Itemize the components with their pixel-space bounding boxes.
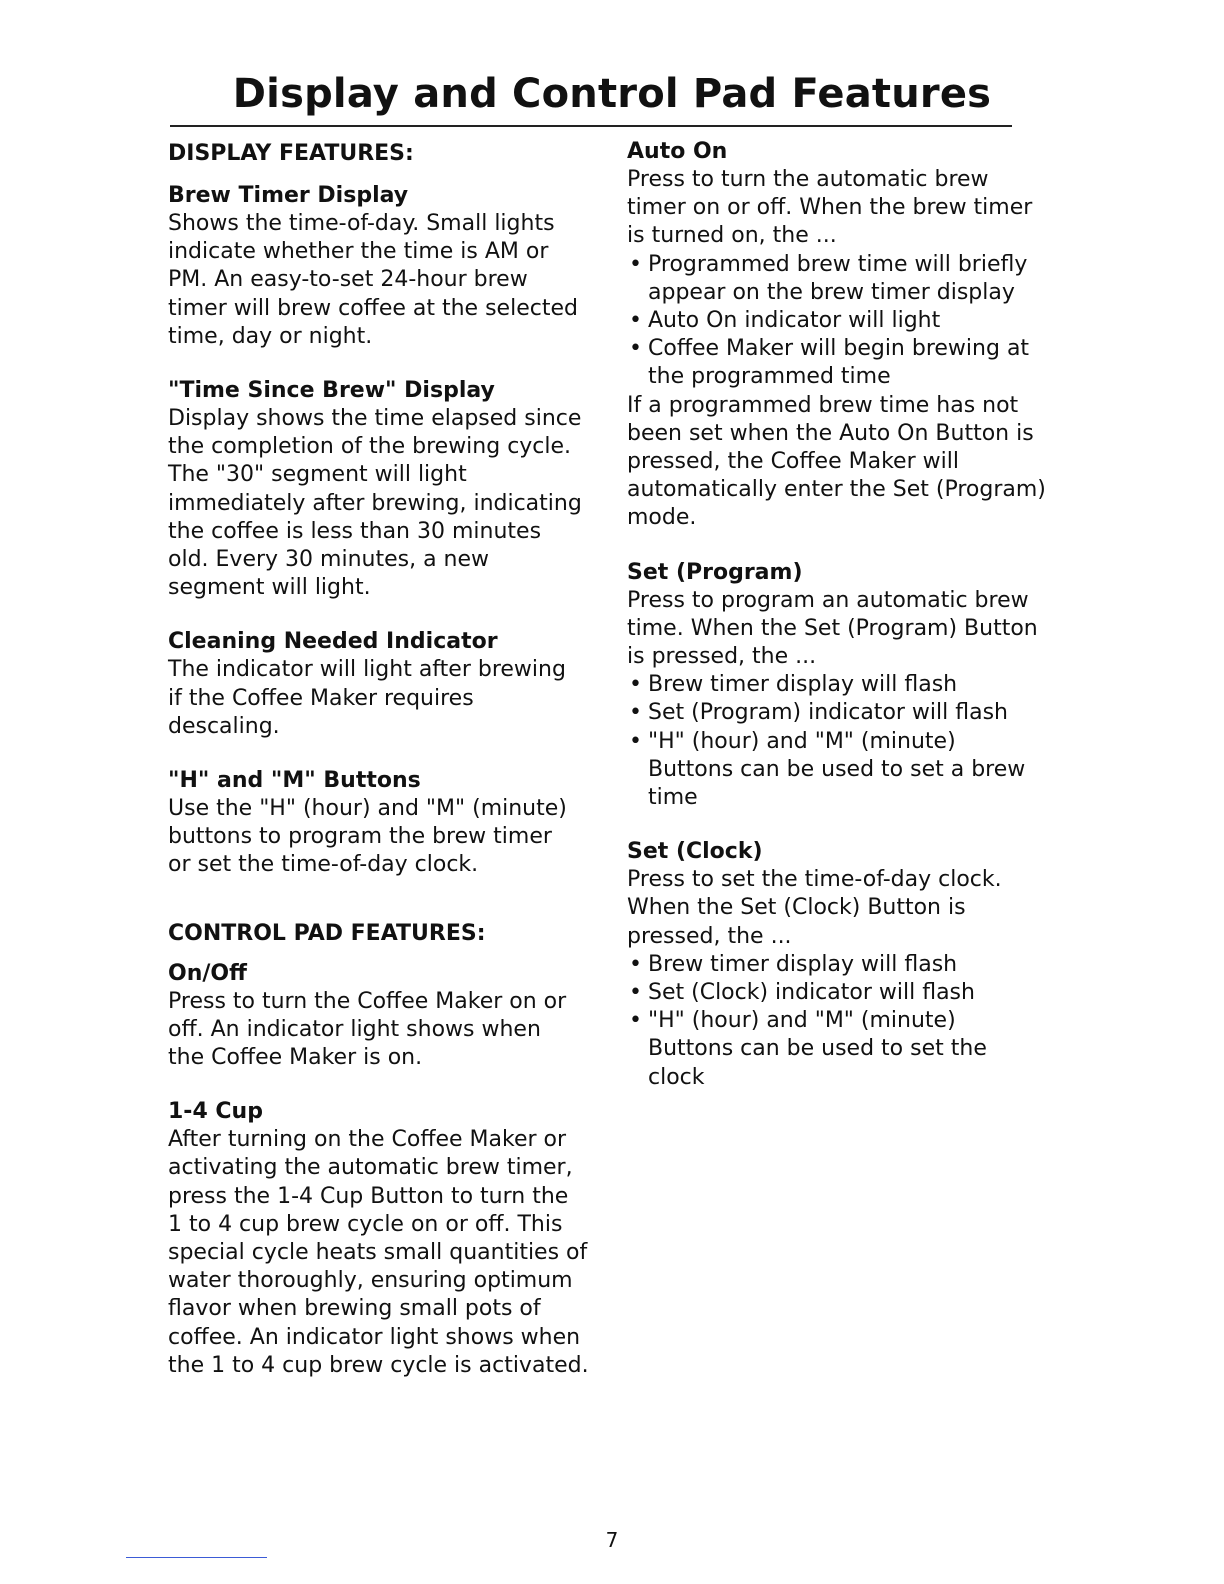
text-line: timer on or off. When the brew timer <box>627 195 1033 221</box>
text-line: 1 to 4 cup brew cycle on or off. This <box>168 1211 563 1237</box>
text-line: buttons to program the brew timer <box>168 824 552 850</box>
auto-on-title: Auto On <box>627 139 728 164</box>
text-line: old. Every 30 minutes, a new <box>168 547 490 573</box>
bullet-icon: • <box>629 1008 642 1034</box>
bullet-text: Programmed brew time will briefly <box>648 251 1028 277</box>
bullet-item <box>627 728 1047 813</box>
time-since-brew-title: "Time Since Brew" Display <box>168 378 495 404</box>
hm-buttons-title: "H" and "M" Buttons <box>168 768 421 794</box>
set-clock-title: Set (Clock) <box>627 839 763 865</box>
bullet-icon: • <box>629 980 642 1006</box>
bullet-text: Brew timer display will flash <box>648 951 958 977</box>
text-line: indicate whether the time is AM or <box>168 239 549 265</box>
set-clock-bullets <box>627 951 1047 1092</box>
page-title: Display and Control Pad Features <box>232 71 992 117</box>
hm-buttons-feature <box>168 767 598 880</box>
page-number: 7 <box>605 1528 619 1552</box>
text-line: or set the time-of-day clock. <box>168 852 479 878</box>
text-line: The indicator will light after brewing <box>168 657 566 683</box>
bullet-text: Coffee Maker will begin brewing at <box>648 336 1030 362</box>
bullet-text: Buttons can be used to set a brew <box>648 756 1026 782</box>
text-line: is turned on, the ... <box>627 223 837 249</box>
text-line: coffee. An indicator light shows when <box>168 1324 581 1350</box>
text-line: the completion of the brewing cycle. <box>168 434 572 460</box>
bullet-icon: • <box>629 951 642 977</box>
text-line: special cycle heats small quantities of <box>168 1240 588 1266</box>
set-program-title: Set (Program) <box>627 559 803 585</box>
text-line: pressed, the ... <box>627 923 792 949</box>
text-line: immediately after brewing, indicating <box>168 490 582 516</box>
text-line: If a programmed brew time has not <box>627 392 1019 418</box>
auto-on-body <box>627 166 1047 251</box>
bullet-item <box>627 671 1047 699</box>
bullet-icon: • <box>629 728 642 754</box>
text-line: if the Coffee Maker requires <box>168 685 474 711</box>
bullet-text: "H" (hour) and "M" (minute) <box>648 1008 956 1034</box>
bullet-item <box>627 307 1047 335</box>
text-line: pressed, the Coffee Maker will <box>627 449 959 475</box>
text-line: Press to turn the Coffee Maker on or <box>168 988 567 1014</box>
control-pad-heading: CONTROL PAD FEATURES: <box>168 920 486 946</box>
text-line: flavor when brewing small pots of <box>168 1296 541 1322</box>
set-program-feature <box>627 559 1047 813</box>
on-off-title: On/Off <box>168 960 247 986</box>
text-line: the 1 to 4 cup brew cycle is activated. <box>168 1352 589 1378</box>
bullet-icon: • <box>629 700 642 726</box>
text-line: time. When the Set (Program) Button <box>627 615 1038 641</box>
bullet-item <box>627 251 1047 307</box>
text-line: time, day or night. <box>168 323 373 349</box>
bullet-text: appear on the brew timer display <box>648 279 1015 305</box>
set-program-body <box>627 587 1047 672</box>
bullet-text: Auto On indicator will light <box>648 308 941 334</box>
bullet-icon: • <box>629 308 642 334</box>
right-column <box>627 136 1047 1092</box>
cup-body <box>168 1126 598 1380</box>
text-line: activating the automatic brew timer, <box>168 1155 573 1181</box>
text-line: the coffee is less than 30 minutes <box>168 518 542 544</box>
text-line: descaling. <box>168 713 280 739</box>
bullet-text: Set (Program) indicator will flash <box>648 700 1009 726</box>
text-line: When the Set (Clock) Button is <box>627 895 966 921</box>
set-clock-feature <box>627 838 1047 1092</box>
cleaning-title: Cleaning Needed Indicator <box>168 629 498 655</box>
bullet-text: Buttons can be used to set the <box>648 1036 987 1062</box>
text-line: Press to set the time-of-day clock. <box>627 867 1002 893</box>
bullet-text: clock <box>648 1064 705 1090</box>
auto-on-feature <box>627 138 1047 533</box>
on-off-body <box>168 988 598 1073</box>
auto-on-bullets <box>627 251 1047 392</box>
title-rule <box>170 125 1012 127</box>
text-line: After turning on the Coffee Maker or <box>168 1127 567 1153</box>
text-line: is pressed, the ... <box>627 644 817 670</box>
text-line: segment will light. <box>168 575 371 601</box>
bullet-text: Set (Clock) indicator will flash <box>648 980 975 1006</box>
bullet-text: Brew timer display will flash <box>648 672 958 698</box>
cleaning-body <box>168 656 598 741</box>
text-line: Press to program an automatic brew <box>627 587 1029 613</box>
text-line: press the 1-4 Cup Button to turn the <box>168 1183 569 1209</box>
bullet-item <box>627 951 1047 979</box>
text-line: the Coffee Maker is on. <box>168 1045 423 1071</box>
text-line: Display shows the time elapsed since <box>168 406 582 432</box>
brew-timer-title: Brew Timer Display <box>168 183 409 208</box>
text-line: PM. An easy-to-set 24-hour brew <box>168 267 528 293</box>
time-since-brew-body <box>168 405 598 602</box>
footer-rule <box>126 1557 267 1558</box>
bullet-icon: • <box>629 336 642 362</box>
text-line: Shows the time-of-day. Small lights <box>168 211 555 236</box>
auto-on-note <box>627 392 1047 533</box>
brew-timer-feature <box>168 182 598 351</box>
text-line: automatically enter the Set (Program) <box>627 477 1046 503</box>
bullet-text: time <box>648 785 698 811</box>
bullet-icon: • <box>629 251 642 277</box>
set-clock-body <box>627 866 1047 951</box>
text-line: Use the "H" (hour) and "M" (minute) <box>168 796 567 822</box>
bullet-text: the programmed time <box>648 364 891 390</box>
bullet-item <box>627 335 1047 391</box>
display-features-heading: DISPLAY FEATURES: <box>168 141 414 166</box>
text-line: timer will brew coffee at the selected <box>168 295 578 321</box>
left-column <box>168 136 598 1380</box>
text-line: The "30" segment will light <box>168 462 467 488</box>
cup-feature <box>168 1098 598 1380</box>
set-program-bullets <box>627 671 1047 812</box>
bullet-icon: • <box>629 672 642 698</box>
brew-timer-body <box>168 210 598 351</box>
bullet-text: "H" (hour) and "M" (minute) <box>648 728 956 754</box>
bullet-item <box>627 1007 1047 1092</box>
time-since-brew-feature <box>168 377 598 602</box>
text-line: off. An indicator light shows when <box>168 1016 541 1042</box>
on-off-feature <box>168 960 598 1073</box>
bullet-item <box>627 699 1047 727</box>
text-line: mode. <box>627 505 697 531</box>
cup-title: 1-4 Cup <box>168 1099 263 1125</box>
text-line: been set when the Auto On Button is <box>627 420 1034 446</box>
bullet-item <box>627 979 1047 1007</box>
hm-buttons-body <box>168 795 598 880</box>
text-line: water thoroughly, ensuring optimum <box>168 1268 573 1294</box>
text-line: Press to turn the automatic brew <box>627 167 989 192</box>
cleaning-feature <box>168 628 598 741</box>
